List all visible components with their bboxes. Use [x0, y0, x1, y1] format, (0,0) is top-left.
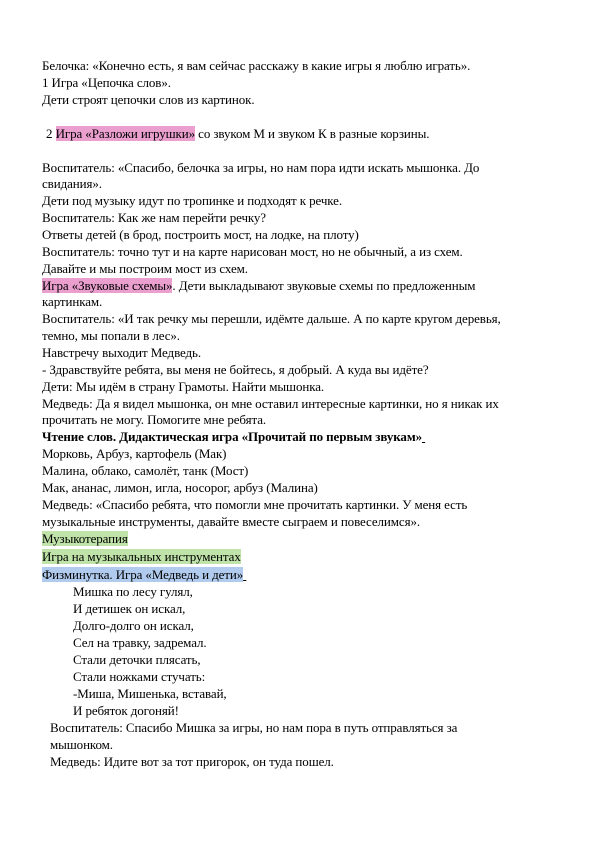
text-line-music-therapy [42, 531, 562, 547]
poem-line: И детишек он искал, [73, 601, 186, 616]
text-line-physical-minute [42, 567, 562, 583]
underline-mark [422, 429, 425, 444]
text-line: свидания». [42, 176, 102, 191]
text-line: Воспитатель: Как же нам перейти речку? [42, 210, 266, 225]
text-line: музыкальные инструменты, давайте вместе сыграем и повеселимся». [42, 514, 421, 529]
text-line-sound-schemes [42, 278, 562, 294]
poem-line: Стали ножками стучать: [73, 669, 206, 684]
game-description: . Дети выкладывают звуковые схемы по предложенным [172, 278, 476, 293]
text-line: картинкам. [42, 294, 103, 309]
reading-game-title: Чтение слов. Дидактическая игра «Прочитай по первым звукам» [42, 429, 422, 444]
text-line: Воспитатель: «Спасибо, белочка за игры, но нам пора идти искать мышонка. До [42, 160, 480, 175]
text-line: темно, мы попали в лес». [42, 328, 180, 343]
text-line: Навстречу выходит Медведь. [42, 345, 202, 360]
text-line: Медведь: Да я видел мышонка, он мне оставил интересные картинки, но я никак их [42, 396, 499, 411]
poem-line: Мишка по лесу гулял, [73, 584, 193, 599]
underline-mark [243, 567, 246, 582]
text-line: Дети строят цепочки слов из картинок. [42, 92, 255, 107]
text-line-game-2 [46, 126, 566, 142]
highlighted-game-title: Игра «Звуковые схемы» [42, 278, 173, 293]
text-line: мышонком. [50, 737, 113, 752]
text-line-instruments [42, 549, 562, 565]
text-line: Воспитатель: «И так речку мы перешли, идёмте дальше. А по карте кругом деревья, [42, 311, 501, 326]
text-line: 1 Игра «Цепочка слов». [42, 75, 171, 90]
highlighted-activity: Игра на музыкальных инструментах [42, 549, 241, 564]
text-line: прочитать не могу. Помогите мне ребята. [42, 412, 267, 427]
text-line-reading-game [42, 429, 562, 445]
poem-line: -Миша, Мишенька, вставай, [73, 686, 227, 701]
text-line: Медведь: Идите вот за тот пригорок, он туда пошел. [50, 754, 334, 769]
text-line: Воспитатель: точно тут и на карте нарисован мост, но не обычный, а из схем. [42, 244, 463, 259]
text-line: Морковь, Арбуз, картофель (Мак) [42, 446, 227, 461]
text-line: Воспитатель: Спасибо Мишка за игры, но нам пора в путь отправляться за [50, 720, 458, 735]
poem-line: Долго-долго он искал, [73, 618, 194, 633]
game-description: со звуком М и звуком К в разные корзины. [195, 126, 430, 141]
poem-line: Сел на травку, задремал. [73, 635, 207, 650]
text-line: - Здравствуйте ребята, вы меня не бойтесь, я добрый. А куда вы идёте? [42, 362, 429, 377]
text-line: Малина, облако, самолёт, танк (Мост) [42, 463, 249, 478]
text-line: Мак, ананас, лимон, игла, носорог, арбуз (Малина) [42, 480, 318, 495]
highlighted-game-title: Игра «Разложи игрушки» [55, 126, 195, 141]
text-line: Ответы детей (в брод, построить мост, на лодке, на плоту) [42, 227, 359, 242]
poem-line: И ребяток догоняй! [73, 703, 179, 718]
text-line: Дети под музыку идут по тропинке и подходят к речке. [42, 193, 342, 208]
game-number: 2 [46, 126, 56, 141]
highlighted-activity: Музыкотерапия [42, 531, 128, 546]
text-line: Давайте и мы построим мост из схем. [42, 261, 248, 276]
text-line: Дети: Мы идём в страну Грамоты. Найти мышонка. [42, 379, 325, 394]
text-line: Медведь: «Спасибо ребята, что помогли мне прочитать картинки. У меня есть [42, 497, 468, 512]
highlighted-activity: Физминутка. Игра «Медведь и дети» [42, 567, 244, 582]
text-line: Белочка: «Конечно есть, я вам сейчас расскажу в какие игры я люблю играть». [42, 58, 471, 73]
poem-line: Стали деточки плясать, [73, 652, 201, 667]
